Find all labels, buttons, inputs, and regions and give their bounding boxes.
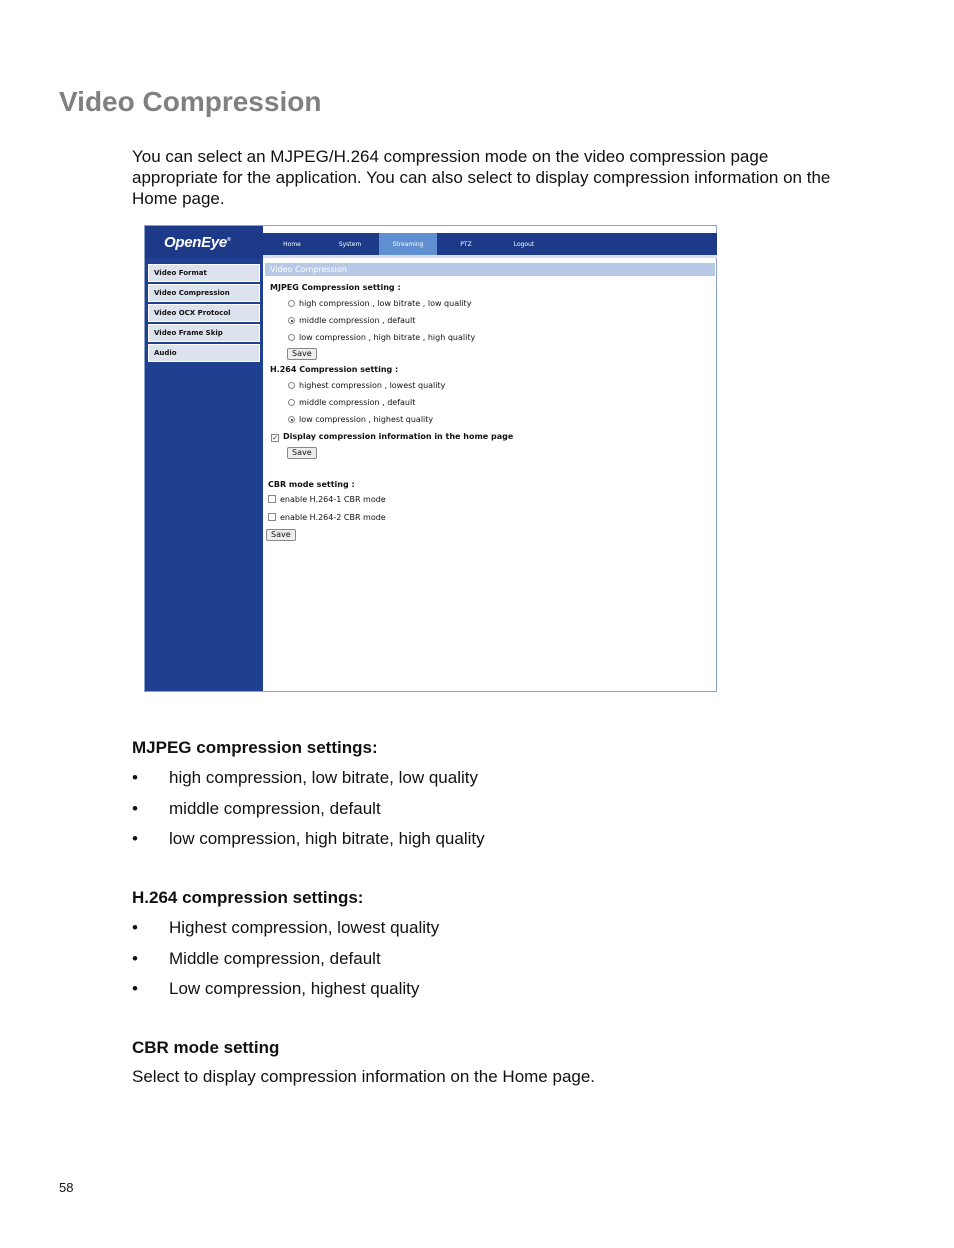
bullet-icon: • (132, 799, 138, 818)
bullet-icon: • (132, 918, 138, 937)
cbr-save-button[interactable]: Save (266, 529, 296, 541)
mjpeg-option-high[interactable] (288, 299, 471, 308)
logo-mark: ® (226, 237, 231, 243)
checkbox-checked-icon[interactable]: ✓ (272, 434, 278, 442)
bullet-icon: • (132, 949, 138, 968)
intro-paragraph: You can select an MJPEG/H.264 compression mode on the video compression page appropriate for the application. You can also select to display compression information on the Home page. (132, 147, 831, 208)
radio-selected-icon[interactable] (288, 317, 295, 324)
bullet-icon: • (132, 979, 138, 998)
nav-divider (263, 255, 717, 258)
openeye-logo (145, 226, 263, 258)
radio-selected-icon[interactable] (288, 416, 295, 423)
cbr-option-h264-2[interactable] (268, 513, 386, 522)
cbr-heading: CBR mode setting (132, 1038, 280, 1057)
page-number: 58 (59, 1180, 74, 1195)
mjpeg-heading: MJPEG compression settings: (132, 738, 378, 757)
side-menu (148, 264, 260, 364)
list-item-text: middle compression, default (169, 799, 381, 818)
list-item-text: Low compression, highest quality (169, 979, 420, 998)
checkbox-label: enable H.264-2 CBR mode (280, 513, 386, 522)
logo-text: OpenEye (164, 234, 227, 251)
checkbox-label: Display compression information in the home page (283, 432, 514, 441)
h264-option-highest[interactable] (288, 381, 445, 390)
radio-icon[interactable] (288, 334, 295, 341)
mjpeg-option-middle[interactable] (288, 316, 415, 325)
list-item (132, 918, 439, 938)
sidebar-item-video-frame-skip[interactable]: Video Frame Skip (148, 324, 260, 342)
h264-save-button[interactable]: Save (287, 447, 317, 459)
sidebar-item-audio[interactable]: Audio (148, 344, 260, 362)
list-item (132, 768, 478, 788)
cbr-option-h264-1[interactable] (268, 495, 386, 504)
mjpeg-setting-title: MJPEG Compression setting : (270, 283, 401, 292)
tab-ptz[interactable]: PTZ (460, 241, 472, 248)
cbr-setting-title: CBR mode setting : (268, 480, 355, 489)
h264-option-low[interactable] (288, 415, 433, 424)
radio-icon[interactable] (288, 382, 295, 389)
display-info-checkbox-row[interactable] (271, 432, 513, 442)
h264-setting-title: H.264 Compression setting : (270, 365, 399, 374)
sidebar (145, 226, 263, 691)
option-label: middle compression , default (299, 316, 416, 325)
radio-icon[interactable] (288, 399, 295, 406)
list-item (132, 829, 485, 849)
checkbox-icon[interactable] (268, 513, 276, 521)
checkbox-label: enable H.264-1 CBR mode (280, 495, 386, 504)
content-header: Video Compression (265, 263, 715, 276)
tab-streaming[interactable]: Streaming (379, 233, 437, 255)
sidebar-item-video-compression[interactable]: Video Compression (148, 284, 260, 302)
option-label: low compression , high bitrate , high quality (299, 333, 476, 342)
option-label: low compression , highest quality (299, 415, 434, 424)
h264-option-middle[interactable] (288, 398, 415, 407)
checkbox-icon[interactable] (268, 495, 276, 503)
bullet-icon: • (132, 768, 138, 787)
bullet-icon: • (132, 829, 138, 848)
list-item (132, 799, 381, 819)
option-label: highest compression , lowest quality (299, 381, 446, 390)
mjpeg-save-button[interactable]: Save (287, 348, 317, 360)
list-item-text: Highest compression, lowest quality (169, 918, 440, 937)
list-item (132, 979, 419, 999)
cbr-description: Select to display compression information on the Home page. (132, 1067, 596, 1086)
list-item (132, 949, 381, 969)
radio-icon[interactable] (288, 300, 295, 307)
list-item-text: high compression, low bitrate, low quality (169, 768, 478, 787)
option-label: high compression , low bitrate , low quality (299, 299, 472, 308)
ui-screenshot (144, 225, 717, 692)
page-title: Video Compression (59, 86, 322, 117)
sidebar-item-video-ocx-protocol[interactable]: Video OCX Protocol (148, 304, 260, 322)
tab-system[interactable]: System (338, 241, 362, 248)
list-item-text: Middle compression, default (169, 949, 381, 968)
tab-logout[interactable]: Logout (513, 241, 535, 248)
top-nav (263, 233, 717, 255)
tab-home[interactable]: Home (283, 241, 301, 248)
sidebar-item-video-format[interactable]: Video Format (148, 264, 260, 282)
h264-heading: H.264 compression settings: (132, 888, 364, 907)
option-label: middle compression , default (299, 398, 416, 407)
list-item-text: low compression, high bitrate, high quality (169, 829, 485, 848)
mjpeg-option-low[interactable] (288, 333, 475, 342)
